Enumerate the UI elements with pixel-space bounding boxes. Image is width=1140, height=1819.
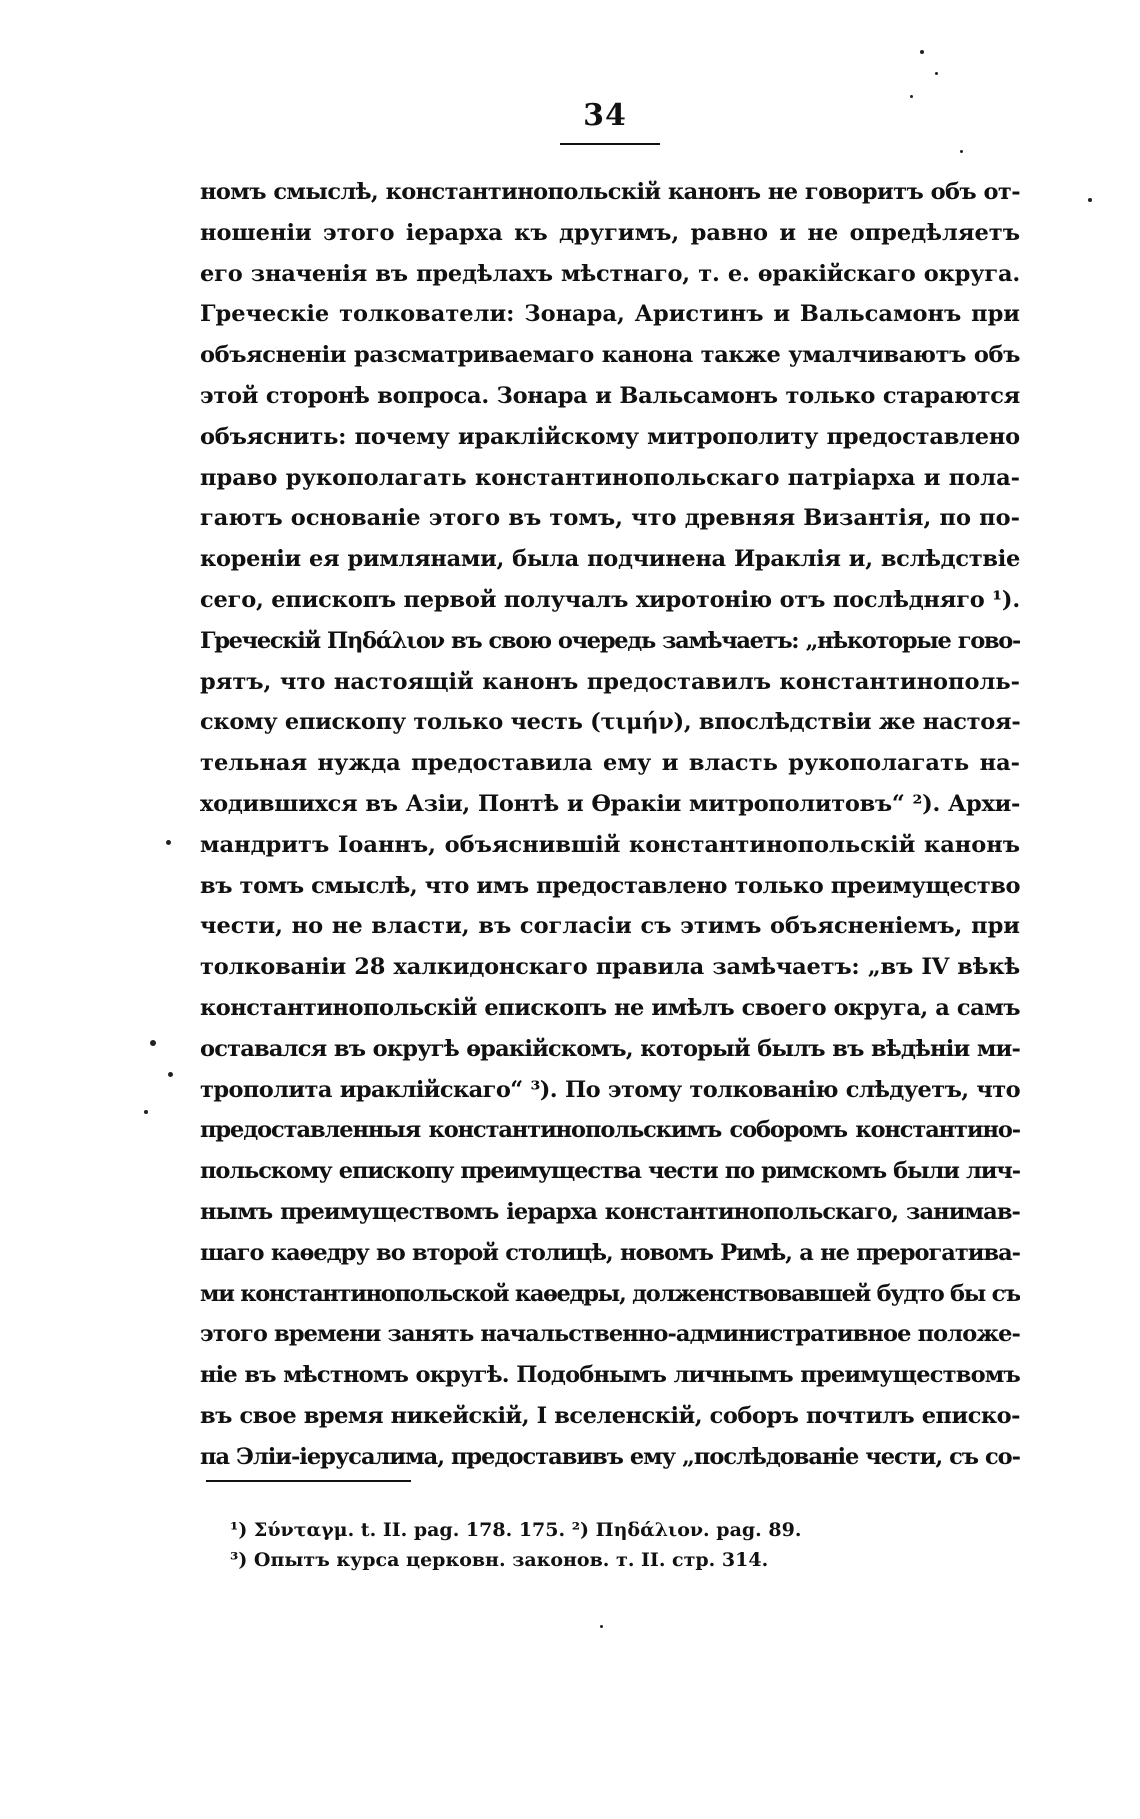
text-line: трополита ираклійскаго“ ³). По этому толкованію слѣдуетъ, что <box>200 1076 1020 1103</box>
ink-speck <box>910 95 913 98</box>
text-line: право рукополагать константинопольскаго патріарха и пола- <box>200 464 1020 491</box>
text-line: сего, епископъ первой получалъ хиротонію отъ послѣдняго ¹). <box>200 586 1020 613</box>
body-text <box>200 172 1020 1478</box>
text-line: объяснить: почему ираклійскому митрополиту предоставлено <box>200 423 1020 450</box>
text-line: гаютъ основаніе этого въ томъ, что древняя Византія, по по- <box>200 505 1020 532</box>
text-line: польскому епископу преимущества чести по римскомъ были лич- <box>200 1158 1020 1185</box>
text-line: объясненіи разсматриваемаго канона также умалчиваютъ объ <box>200 342 1020 369</box>
text-line: па Эліи-іерусалима, предоставивъ ему „послѣдованіе чести, съ со- <box>200 1443 1020 1470</box>
ink-speck <box>166 840 171 845</box>
text-line: номъ смыслѣ, константинопольскій канонъ не говоритъ объ от- <box>200 179 1020 205</box>
text-line: этого времени занять начальственно-административное положе- <box>200 1321 1020 1348</box>
text-line: скому епископу только честь (τιμήν), впослѣдствіи же настоя- <box>200 709 1020 736</box>
footnote-rule <box>206 1480 411 1482</box>
text-line: оставался въ округѣ ѳракійскомъ, который былъ въ вѣдѣніи ми- <box>200 1035 1020 1062</box>
ink-speck <box>144 1110 148 1114</box>
text-line: ношеніи этого іерарха къ другимъ, равно и не опредѣляетъ <box>200 219 1020 246</box>
ink-speck <box>1088 198 1092 202</box>
text-line: Греческій Πηδάλιον въ свою очередь замѣчаетъ: „нѣкоторые гово- <box>200 627 1020 654</box>
text-line: кореніи ея римлянами, была подчинена Ираклія и, вслѣдствіе <box>200 546 1020 573</box>
text-line: чести, но не власти, въ согласіи съ этимъ объясненіемъ, при <box>200 913 1020 940</box>
ink-speck <box>935 72 938 75</box>
ink-speck <box>600 1625 603 1628</box>
text-line: его значенія въ предѣлахъ мѣстнаго, т. е. ѳракійскаго округа. <box>200 260 1020 287</box>
footnote: ¹) Σύνταγμ. t. II. pag. 178. 175. ²) Πηδάλιον. pag. 89. <box>230 1519 802 1541</box>
text-line: въ свое время никейскій, I вселенскій, соборъ почтилъ еписко- <box>200 1402 1020 1429</box>
ink-speck <box>920 50 924 54</box>
text-line: этой сторонѣ вопроса. Зонара и Вальсамонъ только стараются <box>200 382 1020 409</box>
text-line: ніе въ мѣстномъ округѣ. Подобнымъ личнымъ преимуществомъ <box>200 1362 1020 1389</box>
text-line: ми константинопольской каѳедры, долженствовавшей будто бы съ <box>200 1280 1020 1307</box>
footnotes <box>230 1515 930 1575</box>
text-line: константинопольскій епископъ не имѣлъ своего округа, а самъ <box>200 994 1020 1021</box>
ink-speck <box>960 150 963 153</box>
text-line: нымъ преимуществомъ іерарха константинопольскаго, занимав- <box>200 1198 1020 1225</box>
text-line: мандритъ Іоаннъ, объяснившій константинопольскій канонъ <box>200 831 1020 858</box>
page-number-rule <box>560 143 660 145</box>
text-line: толкованіи 28 халкидонскаго правила замѣчаетъ: „въ IV вѣкѣ <box>200 954 1020 981</box>
text-line: Греческіе толкователи: Зонара, Аристинъ и Вальсамонъ при <box>200 301 1020 328</box>
footnote: ³) Опытъ курса церковн. законов. т. II. стр. 314. <box>230 1549 769 1571</box>
ink-speck <box>168 1072 173 1077</box>
page-number: 34 <box>583 98 627 133</box>
ink-speck <box>150 1040 156 1046</box>
text-line: ходившихся въ Азіи, Понтѣ и Ѳракіи митрополитовъ“ ²). Архи- <box>200 790 1020 817</box>
text-line: шаго каѳедру во второй столицѣ, новомъ Римѣ, а не прерогатива- <box>200 1239 1020 1266</box>
text-line: предоставленныя константинопольскимъ соборомъ константино- <box>200 1117 1020 1144</box>
text-line: тельная нужда предоставила ему и власть рукополагать на- <box>200 750 1020 777</box>
text-line: въ томъ смыслѣ, что имъ предоставлено только преимущество <box>200 872 1020 899</box>
text-line: рятъ, что настоящій канонъ предоставилъ константинополь- <box>200 668 1020 695</box>
